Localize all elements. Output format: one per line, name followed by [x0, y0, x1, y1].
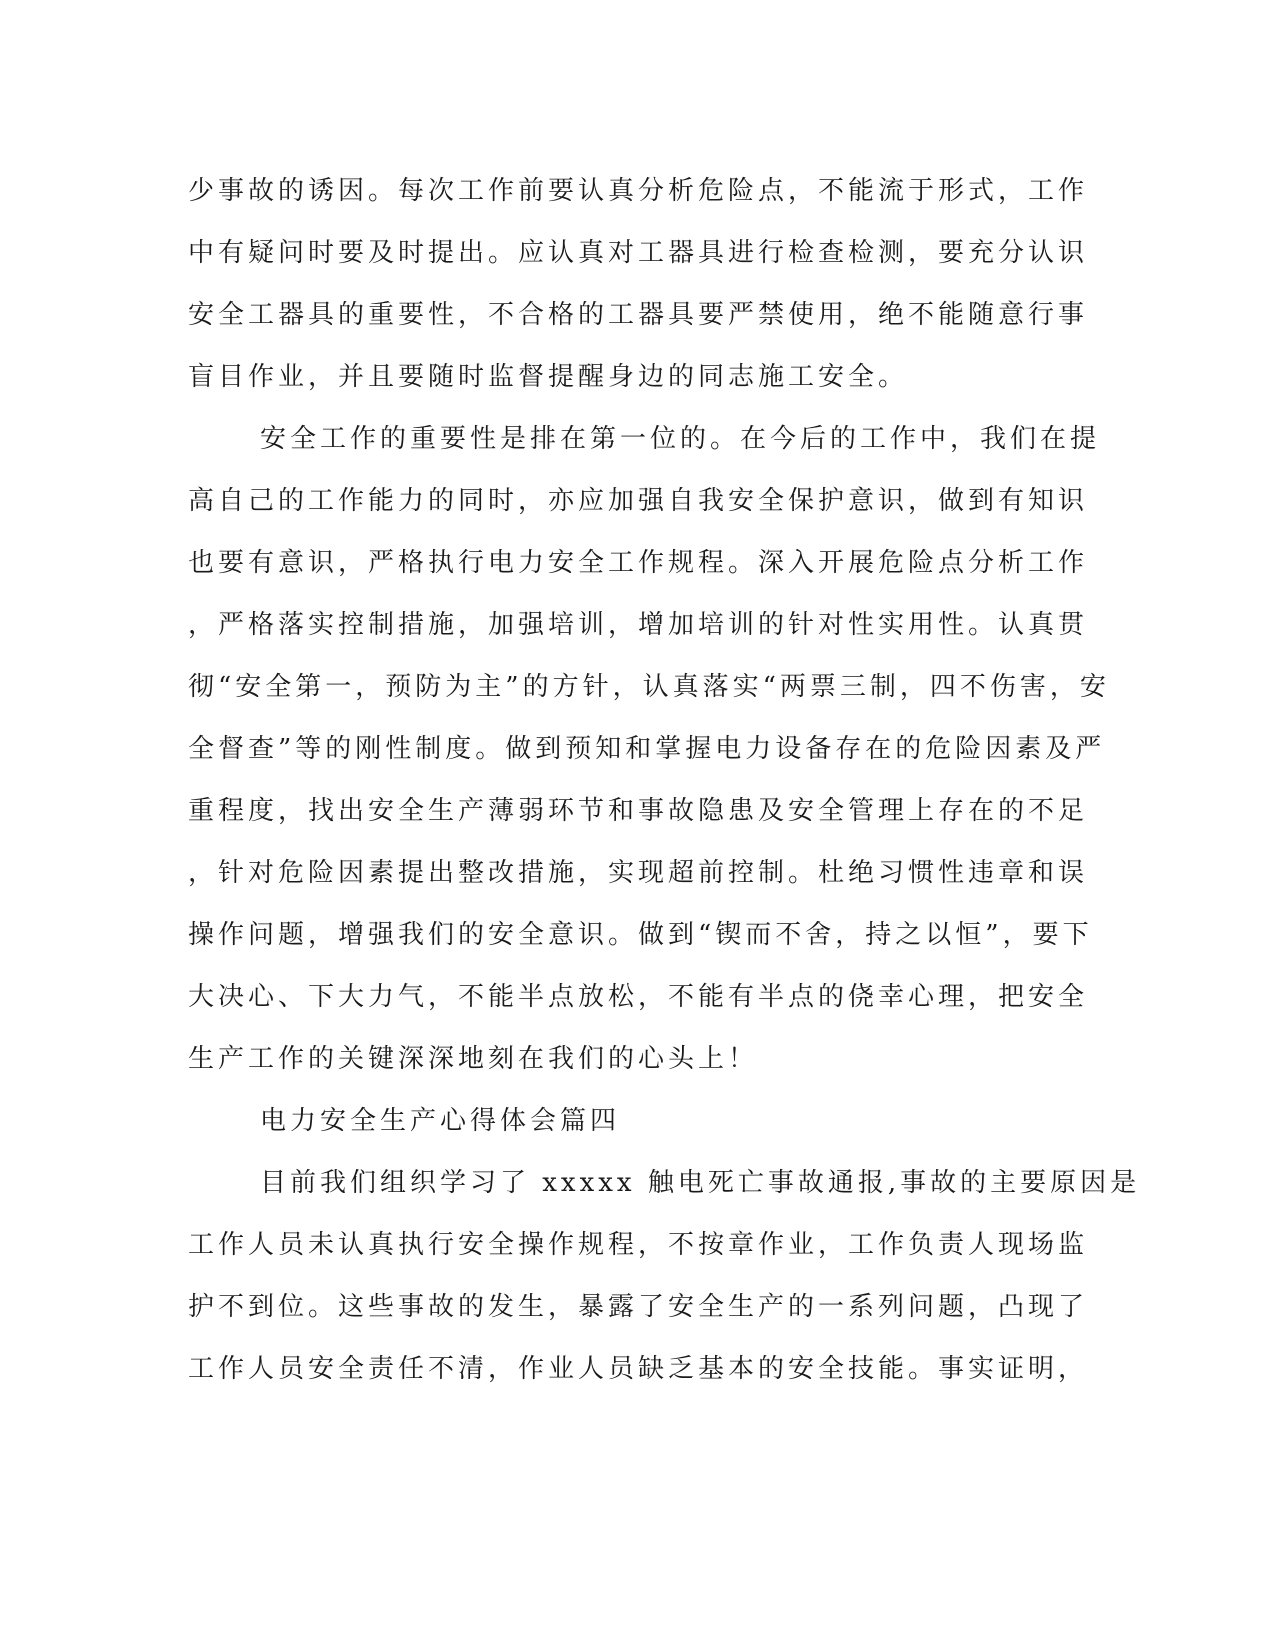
paragraph-line: 安全工器具的重要性，不合格的工器具要严禁使用，绝不能随意行事: [188, 300, 1089, 330]
section-heading: 电力安全生产心得体会篇四: [260, 1106, 621, 1136]
paragraph-line: ，针对危险因素提出整改措施，实现超前控制。杜绝习惯性违章和误: [188, 858, 1089, 888]
paragraph-line: 工作人员安全责任不清，作业人员缺乏基本的安全技能。事实证明，: [188, 1354, 1089, 1384]
paragraph-line: 盲目作业，并且要随时监督提醒身边的同志施工安全。: [188, 362, 909, 392]
paragraph-line: 重程度，找出安全生产薄弱环节和事故隐患及安全管理上存在的不足: [188, 796, 1089, 826]
paragraph-line: 护不到位。这些事故的发生，暴露了安全生产的一系列问题，凸现了: [188, 1292, 1089, 1322]
paragraph-line: 目前我们组织学习了 xxxxx 触电死亡事故通报,事故的主要原因是: [260, 1168, 1141, 1198]
paragraph-line: 大决心、下大力气，不能半点放松，不能有半点的侥幸心理，把安全: [188, 982, 1089, 1012]
paragraph-line: 安全工作的重要性是排在第一位的。在今后的工作中，我们在提: [260, 424, 1101, 454]
paragraph-line: 中有疑问时要及时提出。应认真对工器具进行检查检测，要充分认识: [188, 238, 1089, 268]
paragraph-line: 彻“安全第一，预防为主”的方针，认真落实“两票三制，四不伤害，安: [188, 672, 1110, 702]
paragraph-line: 全督查”等的刚性制度。做到预知和掌握电力设备存在的危险因素及严: [188, 734, 1106, 764]
paragraph-line: 高自己的工作能力的同时，亦应加强自我安全保护意识，做到有知识: [188, 486, 1089, 516]
paragraph-line: 少事故的诱因。每次工作前要认真分析危险点，不能流于形式，工作: [188, 176, 1089, 206]
paragraph-line: 操作问题，增强我们的安全意识。做到“锲而不舍，持之以恒”，要下: [188, 920, 1093, 950]
paragraph-line: ，严格落实控制措施，加强培训，增加培训的针对性实用性。认真贯: [188, 610, 1089, 640]
paragraph-line: 生产工作的关键深深地刻在我们的心头上！: [188, 1044, 759, 1074]
paragraph-line: 也要有意识，严格执行电力安全工作规程。深入开展危险点分析工作: [188, 548, 1089, 578]
document-body: [188, 160, 1141, 1400]
paragraph-line: 工作人员未认真执行安全操作规程，不按章作业，工作负责人现场监: [188, 1230, 1089, 1260]
